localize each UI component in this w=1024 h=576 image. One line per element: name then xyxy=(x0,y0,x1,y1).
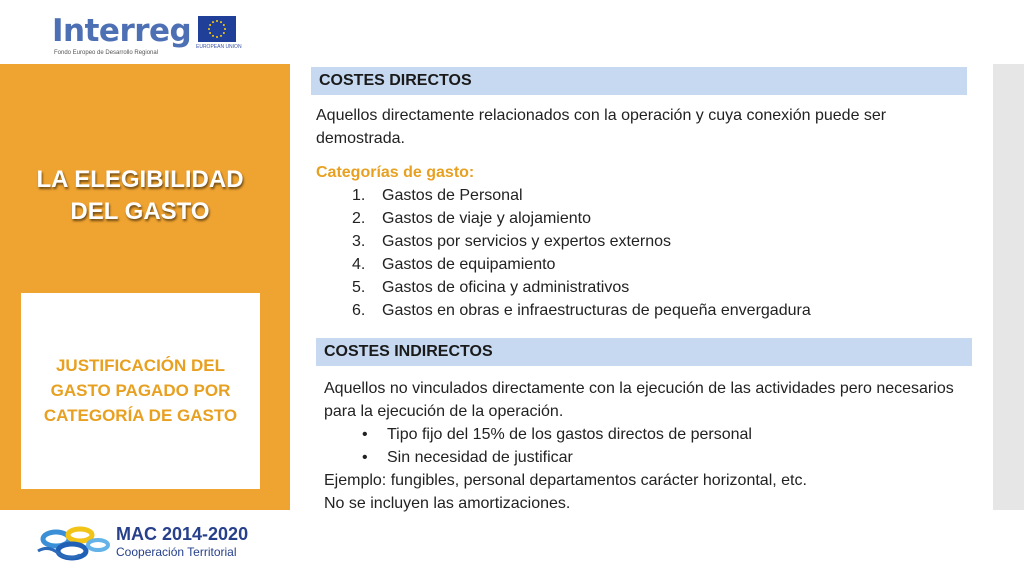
section-title-line: LA ELEGIBILIDAD xyxy=(36,166,244,193)
list-number: 2. xyxy=(352,210,366,227)
list-label: Gastos de viaje y alojamiento xyxy=(382,210,591,227)
direct-costs-description: Aquellos directamente relacionados con la operación y cuya conexión puede ser demostrada. xyxy=(316,107,887,147)
list-item xyxy=(352,184,811,207)
indirect-bullets xyxy=(362,423,752,469)
list-label: Tipo fijo del 15% de los gastos directos de personal xyxy=(387,426,752,443)
direct-costs-header: COSTES DIRECTOS xyxy=(311,67,967,95)
list-number: 3. xyxy=(352,233,366,250)
eu-flag-icon xyxy=(198,16,236,42)
list-item xyxy=(362,423,752,446)
list-item xyxy=(362,446,752,469)
list-label: Gastos de equipamiento xyxy=(382,256,556,273)
right-gray-strip xyxy=(993,64,1024,510)
list-item xyxy=(352,230,811,253)
indirect-notes xyxy=(324,469,974,515)
section-title-line: DEL GASTO xyxy=(70,198,210,225)
categories-title: Categorías de gasto: xyxy=(316,164,475,181)
bullet-icon: • xyxy=(362,449,368,466)
interreg-logo-subtitle: Fondo Europeo de Desarrollo Regional xyxy=(54,50,159,56)
subtitle-line: JUSTIFICACIÓN DEL xyxy=(55,356,226,375)
list-item xyxy=(352,207,811,230)
list-item xyxy=(352,299,811,322)
list-number: 6. xyxy=(352,302,366,319)
interreg-logo-word: Interreg xyxy=(52,13,192,49)
list-label: Gastos en obras e infraestructuras de pequeña envergadura xyxy=(382,302,811,319)
subtitle-box xyxy=(21,293,260,489)
mac-subtitle: Cooperación Territorial xyxy=(116,545,237,559)
list-label: Gastos de Personal xyxy=(382,187,523,204)
left-panel xyxy=(0,64,290,510)
bullet-icon: • xyxy=(362,426,368,443)
amortization-note: No se incluyen las amortizaciones. xyxy=(324,495,571,512)
list-item xyxy=(352,276,811,299)
mac-rings-logo-icon xyxy=(34,521,114,565)
subtitle-line: GASTO PAGADO POR xyxy=(50,381,231,400)
indirect-costs-header: COSTES INDIRECTOS xyxy=(316,338,972,366)
list-label: Gastos de oficina y administrativos xyxy=(382,279,630,296)
section-title xyxy=(0,164,280,228)
list-number: 5. xyxy=(352,279,366,296)
categories-list xyxy=(352,184,811,322)
eu-label: EUROPEAN UNION xyxy=(196,44,242,50)
list-number: 4. xyxy=(352,256,366,273)
list-label: Sin necesidad de justificar xyxy=(387,449,573,466)
list-item xyxy=(352,253,811,276)
subtitle-line: CATEGORÍA DE GASTO xyxy=(43,406,238,425)
mac-title: MAC 2014-2020 xyxy=(116,524,249,544)
example-text: Ejemplo: fungibles, personal departamentos carácter horizontal, etc. xyxy=(324,472,807,489)
list-number: 1. xyxy=(352,187,366,204)
list-label: Gastos por servicios y expertos externos xyxy=(382,233,672,250)
subtitle-text xyxy=(21,353,260,428)
indirect-costs-description: Aquellos no vinculados directamente con la ejecución de las actividades pero necesarios para la ejecución de la operación. xyxy=(324,380,954,420)
